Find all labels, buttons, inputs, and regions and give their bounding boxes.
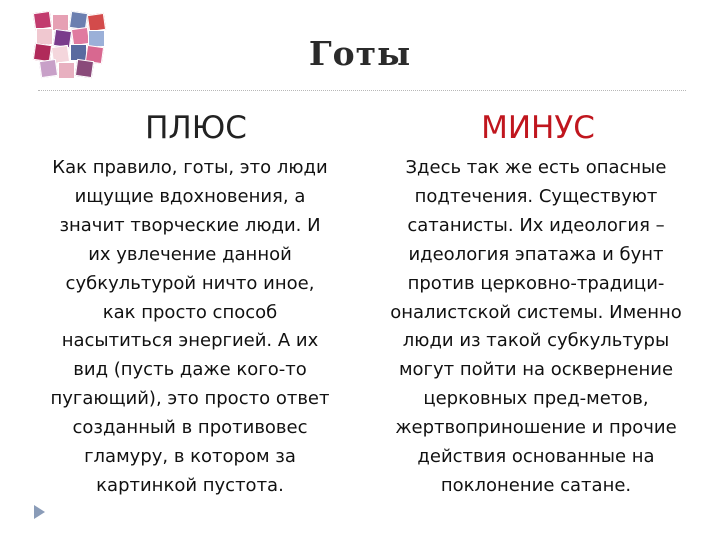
minus-heading: МИНУС [481,110,595,146]
minus-line: оналистской системы. Именно [390,301,682,323]
minus-text [366,154,706,501]
minus-line: против церковно-традици- [407,272,665,294]
minus-line: могут пойти на осквернение [398,359,674,381]
plus-line: субкультурой ничто иное, [65,272,315,294]
minus-line: церковных пред-метов, [423,388,649,410]
minus-line: люди из такой субкультуры [402,330,670,352]
minus-line: жертвоприношение и прочие [395,417,677,439]
plus-line: картинкой пустота. [96,474,284,496]
plus-line: вид (пусть даже кого-то [73,359,307,381]
title-divider [38,90,686,91]
minus-line: Здесь так же есть опасные [405,157,667,178]
plus-line: гламуру, в котором за [84,446,296,468]
plus-heading: ПЛЮС [145,110,247,146]
plus-line: созданный в противовес [72,417,308,439]
minus-line: поклонение сатане. [440,474,632,496]
plus-line: насытиться энергией. А их [61,330,319,352]
fashion-collage-image [34,12,106,82]
plus-line: как просто способ [102,301,278,323]
triangle-bullet-icon [34,505,45,519]
plus-line: ищущие вдохновения, а [74,185,306,207]
plus-line: их увлечение данной [88,243,292,265]
slide-title: Готы [308,34,412,73]
collage-tile [58,62,75,79]
collage-tile [39,59,58,78]
minus-line: действия основанные на [417,446,655,468]
minus-line: подтечения. Существуют [414,185,658,207]
plus-line: значит творческие люди. И [59,214,321,236]
plus-text [20,154,360,501]
plus-line: Как правило, готы, это люди [52,157,328,178]
minus-line: идеология эпатажа и бунт [408,243,664,265]
minus-line: сатанисты. Их идеология – [407,214,665,236]
plus-line: пугающий), это просто ответ [50,388,330,410]
collage-tile [75,59,94,78]
